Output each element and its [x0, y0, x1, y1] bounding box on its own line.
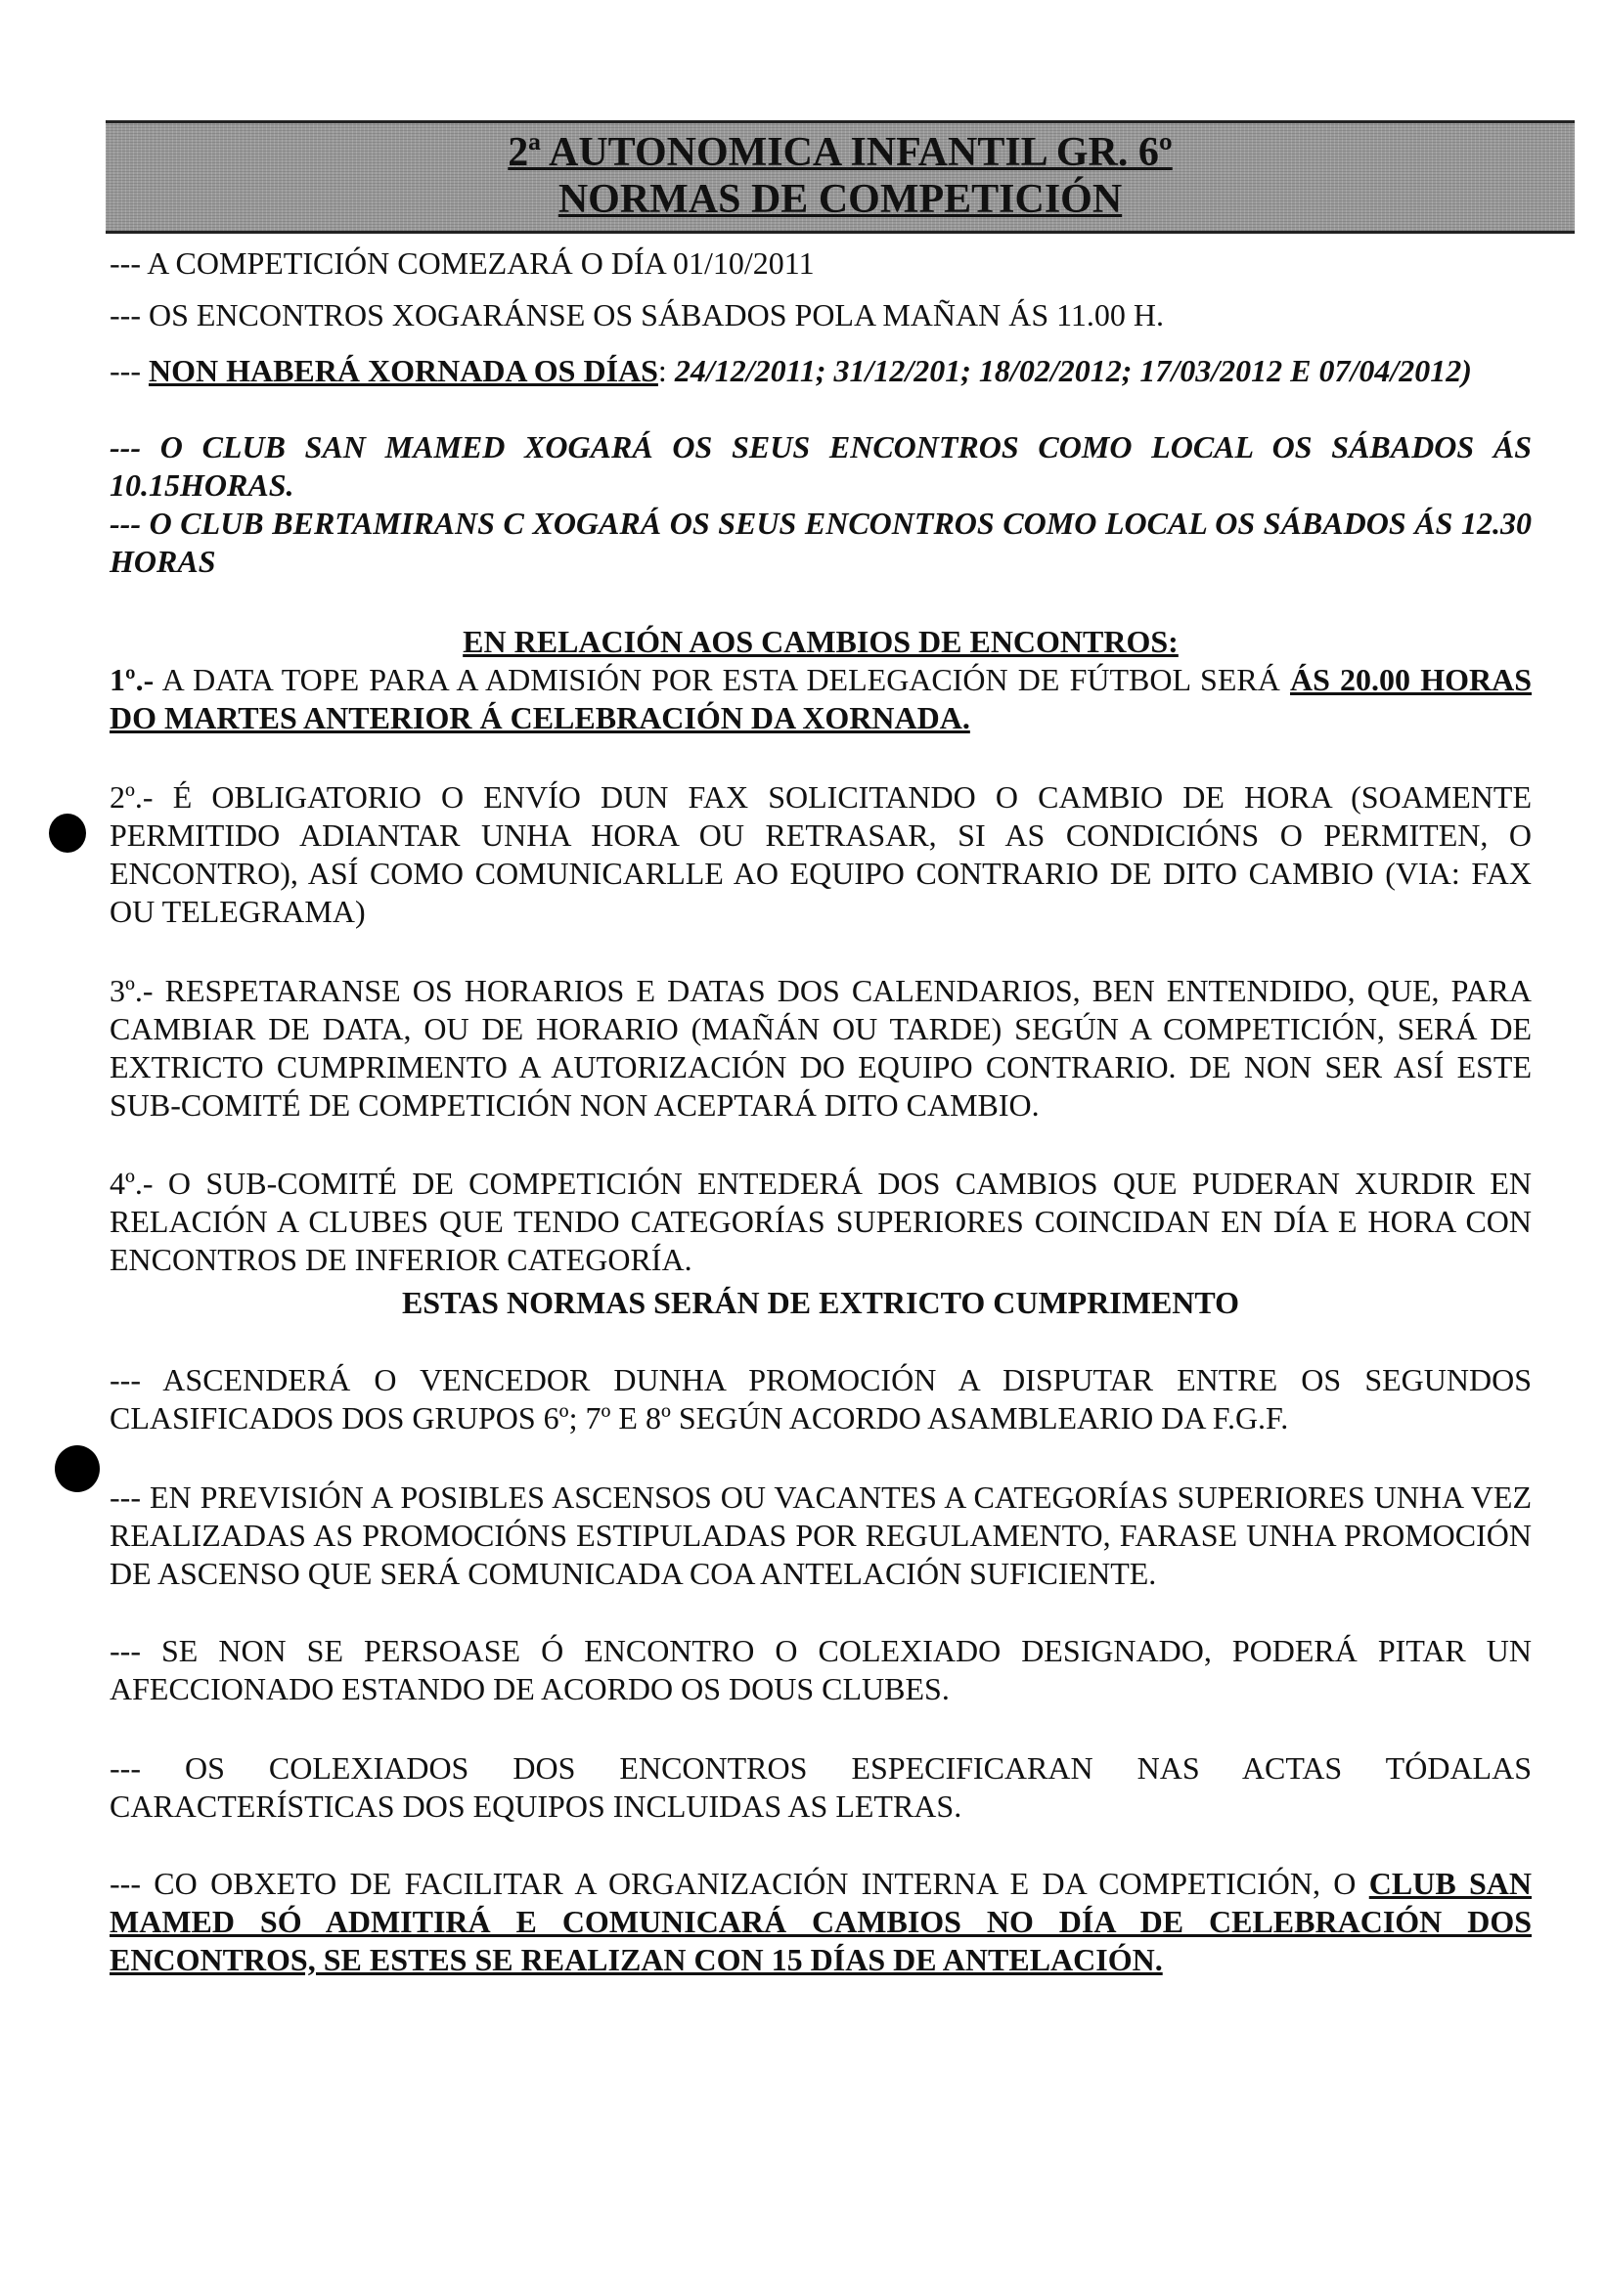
changes-heading: EN RELACIÓN AOS CAMBIOS DE ENCONTROS: — [463, 624, 1179, 659]
vacancies-rule: --- EN PREVISIÓN A POSIBLES ASCENSOS OU VACANTES A CATEGORÍAS SUPERIORES UNHA VEZ REALIZADAS AS PROMOCIÓNS ESTIPULADAS POR REGULAMENTO, FARASE UNHA PROMOCIÓN DE ASCENSO QUE SERÁ COMUNICADA COA ANTELACIÓN SUFICIENTE. — [110, 1479, 1532, 1591]
bertamirans-schedule: --- O CLUB BERTAMIRANS C XOGARÁ OS SEUS ENCONTROS COMO LOCAL OS SÁBADOS ÁS 12.30 HORAS — [110, 506, 1532, 579]
start-date: --- A COMPETICIÓN COMEZARÁ O DÍA 01/10/2011 — [110, 245, 815, 281]
no-games-days: --- NON HABERÁ XORNADA OS DÍAS: 24/12/2011; 31/12/201; 18/02/2012; 17/03/2012 E 07/04/2012) — [110, 353, 1472, 388]
title-banner — [106, 120, 1575, 234]
rule-3: 3º.- RESPETARANSE OS HORARIOS E DATAS DOS CALENDARIOS, BEN ENTENDIDO, QUE, PARA CAMBIAR DE DATA, OU DE HORARIO (MAÑÁN OU TARDE) SEGÚN A COMPETICIÓN, SERÁ DE EXTRICTO CUMPRIMENTO A AUTORIZACIÓN DO EQUIPO CONTRARIO. DE NON SER ASÍ ESTE SUB-COMITÉ DE COMPETICIÓN NON ACEPTARÁ DITO CAMBIO. — [110, 973, 1532, 1123]
rule-2: 2º.- É OBLIGATORIO O ENVÍO DUN FAX SOLICITANDO O CAMBIO DE HORA (SOAMENTE PERMITIDO ADIANTAR UNHA HORA OU RETRASAR, SI AS CONDICIÓNS O PERMITEN, O ENCONTRO), ASÍ COMO COMUNICARLLE AO EQUIPO CONTRARIO DE DITO CAMBIO (VIA: FAX OU TELEGRAMA) — [110, 779, 1532, 929]
promotion-rule: --- ASCENDERÁ O VENCEDOR DUNHA PROMOCIÓN A DISPUTAR ENTRE OS SEGUNDOS CLASIFICADOS DOS GRUPOS 6º; 7º E 8º SEGÚN ACORDO ASAMBLEARIO DA F.G.F. — [110, 1362, 1532, 1435]
referee-notes-rule: --- OS COLEXIADOS DOS ENCONTROS ESPECIFICARAN NAS ACTAS TÓDALAS CARACTERÍSTICAS DOS EQUIPOS INCLUIDAS AS LETRAS. — [110, 1750, 1532, 1824]
final-rule: --- CO OBXETO DE FACILITAR A ORGANIZACIÓN INTERNA E DA COMPETICIÓN, O CLUB SAN MAMED SÓ ADMITIRÁ E COMUNICARÁ CAMBIOS NO DÍA DE CELEBRACIÓN DOS ENCONTROS, SE ESTES SE REALIZAN CON 15 DÍAS DE ANTELACIÓN. — [110, 1866, 1533, 1977]
title-line-2: NORMAS DE COMPETICIÓN — [557, 177, 1123, 222]
rule-1: 1º.- A DATA TOPE PARA A ADMISIÓN POR ESTA DELEGACIÓN DE FÚTBOL SERÁ ÁS 20.00 HORAS DO MARTES ANTERIOR Á CELEBRACIÓN DA XORNADA. — [110, 662, 1533, 735]
rule-4: 4º.- O SUB-COMITÉ DE COMPETICIÓN ENTEDERÁ DOS CAMBIOS QUE PUDERAN XURDIR EN RELACIÓN A CLUBES QUE TENDO CATEGORÍAS SUPERIORES COINCIDAN EN DÍA E HORA CON ENCONTROS DE INFERIOR CATEGORÍA. — [110, 1166, 1532, 1277]
referee-rule: --- SE NON SE PERSOASE Ó ENCONTRO O COLEXIADO DESIGNADO, PODERÁ PITAR UN AFECCIONADO ESTANDO DE ACORDO OS DOUS CLUBES. — [110, 1633, 1532, 1706]
title-line-1: 2ª AUTONOMICA INFANTIL GR. 6º — [508, 130, 1173, 175]
closing-note: ESTAS NORMAS SERÁN DE EXTRICTO CUMPRIMENTO — [401, 1285, 1240, 1320]
punch-hole-bottom — [55, 1445, 100, 1492]
schedule: --- OS ENCONTROS XOGARÁNSE OS SÁBADOS POLA MAÑAN ÁS 11.00 H. — [110, 297, 1165, 332]
punch-hole-top — [49, 814, 86, 853]
san-mamed-schedule: --- O CLUB SAN MAMED XOGARÁ OS SEUS ENCONTROS COMO LOCAL OS SÁBADOS ÁS 10.15HORAS. — [110, 429, 1532, 503]
